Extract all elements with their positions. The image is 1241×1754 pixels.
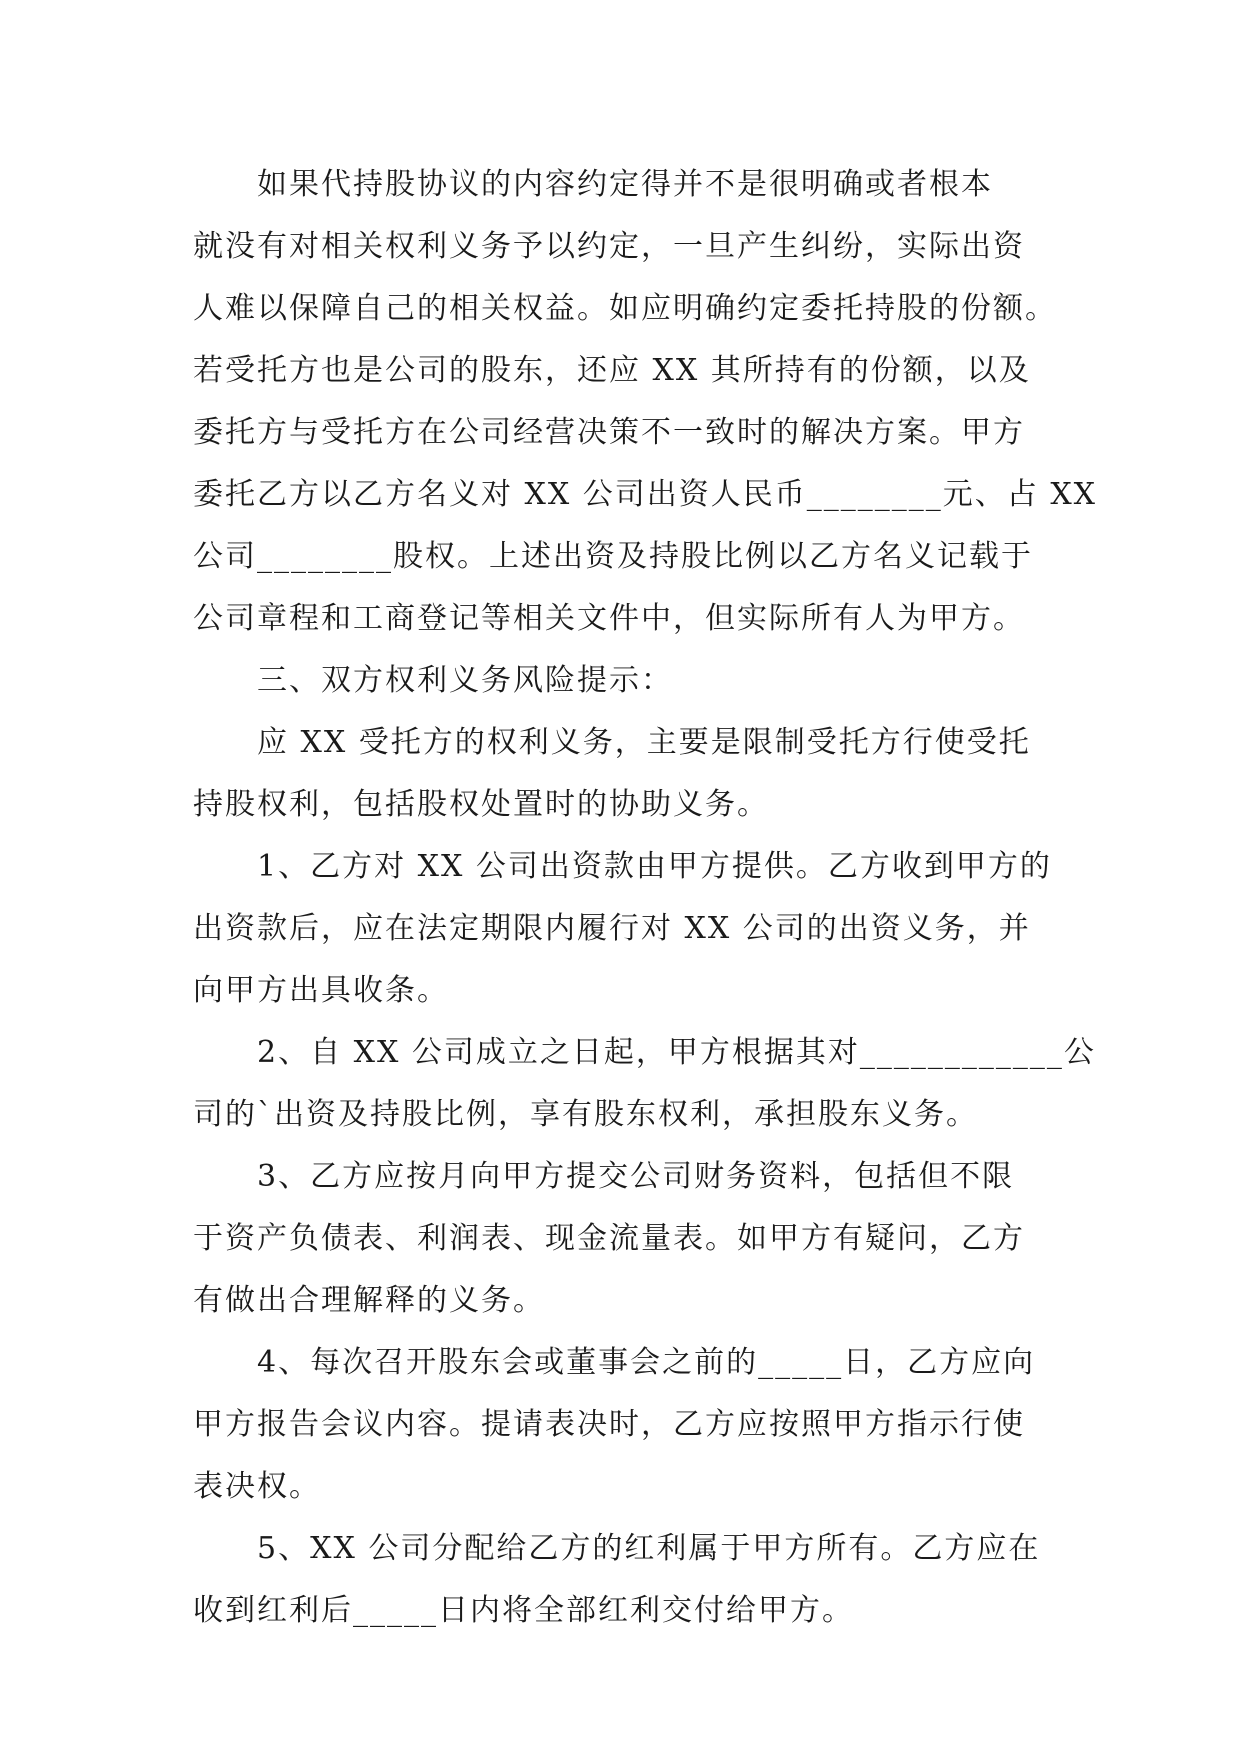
clause-5 xyxy=(193,1518,1073,1642)
paragraph-line: 持股权利，包括股权处置时的协助义务。 xyxy=(193,787,769,822)
paragraph-line: 就没有对相关权利义务予以约定，一旦产生纠纷，实际出资 xyxy=(193,229,1025,264)
paragraph-line: 公司________股权。上述出资及持股比例以乙方名义记载于 xyxy=(193,539,1033,574)
paragraph-line: 如果代持股协议的内容约定得并不是很明确或者根本 xyxy=(193,167,993,202)
clause-2 xyxy=(193,1022,1096,1146)
clause-line: 5、XX 公司分配给乙方的红利属于甲方所有。乙方应在 xyxy=(193,1531,1041,1566)
clause-line: 表决权。 xyxy=(193,1469,321,1504)
paragraph-line: 公司章程和工商登记等相关文件中，但实际所有人为甲方。 xyxy=(193,601,1025,636)
paragraph-line: 委托乙方以乙方名义对 XX 公司出资人民币________元、占 XX xyxy=(193,477,1098,512)
clause-line: 于资产负债表、利润表、现金流量表。如甲方有疑问，乙方 xyxy=(193,1221,1025,1256)
document-body xyxy=(193,154,1098,1642)
paragraph-line: 人难以保障自己的相关权益。如应明确约定委托持股的份额。 xyxy=(193,291,1057,326)
paragraph-trustee-obligations xyxy=(193,712,1073,836)
section-heading-line: 三、双方权利义务风险提示： xyxy=(193,663,673,698)
paragraph-proxy-agreement-clarity xyxy=(193,154,1098,650)
paragraph-line: 应 XX 受托方的权利义务，主要是限制受托方行使受托 xyxy=(193,725,1031,760)
paragraph-line: 若受托方也是公司的股东，还应 XX 其所持有的份额，以及 xyxy=(193,353,1031,388)
clause-line: 司的`出资及持股比例，享有股东权利，承担股东义务。 xyxy=(193,1097,978,1132)
clause-line: 2、自 XX 公司成立之日起，甲方根据其对____________公 xyxy=(193,1035,1096,1070)
clause-line: 4、每次召开股东会或董事会之前的_____日，乙方应向 xyxy=(193,1345,1036,1380)
section-heading-rights-obligations xyxy=(193,650,1073,712)
clause-line: 出资款后，应在法定期限内履行对 XX 公司的出资义务，并 xyxy=(193,911,1031,946)
clause-line: 1、乙方对 XX 公司出资款由甲方提供。乙方收到甲方的 xyxy=(193,849,1052,884)
clause-line: 3、乙方应按月向甲方提交公司财务资料，包括但不限 xyxy=(193,1159,1015,1194)
clause-line: 有做出合理解释的义务。 xyxy=(193,1283,545,1318)
clause-4 xyxy=(193,1332,1073,1518)
clause-line: 向甲方出具收条。 xyxy=(193,973,449,1008)
clause-3 xyxy=(193,1146,1073,1332)
paragraph-line: 委托方与受托方在公司经营决策不一致时的解决方案。甲方 xyxy=(193,415,1025,450)
clause-1 xyxy=(193,836,1073,1022)
clause-line: 收到红利后_____日内将全部红利交付给甲方。 xyxy=(193,1593,854,1628)
clause-line: 甲方报告会议内容。提请表决时，乙方应按照甲方指示行使 xyxy=(193,1407,1025,1442)
